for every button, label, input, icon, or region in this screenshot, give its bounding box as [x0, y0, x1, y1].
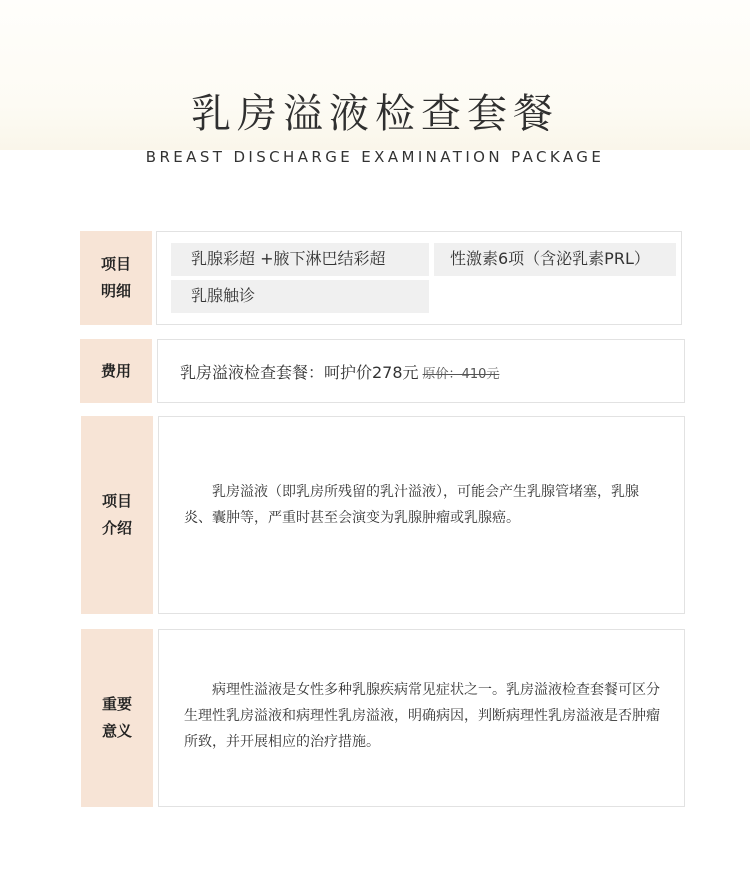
- intro-box: [158, 416, 685, 614]
- items-label-line1: 项目: [100, 255, 131, 273]
- item-chip-hormone: 性激素6项（含泌乳素PRL）: [434, 243, 676, 276]
- intro-text: 乳房溢液（即乳房所残留的乳汁溢液），可能会产生乳腺管堵塞，乳腺炎、囊肿等，严重时甚至会演变为乳腺肿瘤或乳腺癌。: [184, 484, 639, 526]
- fee-box: [157, 339, 685, 403]
- intro-label-line2: 介绍: [101, 519, 132, 537]
- intro-label: [81, 416, 153, 614]
- items-label: [80, 231, 152, 325]
- significance-text: 病理性溢液是女性多种乳腺疾病常见症状之一。乳房溢液检查套餐可区分生理性乳房溢液和病理性乳房溢液，明确病因，判断病理性乳房溢液是否肿瘤所致，并开展相应的治疗措施。: [184, 682, 660, 750]
- significance-label: [81, 629, 153, 807]
- item-chip-ultrasound: 乳腺彩超 +腋下淋巴结彩超: [171, 243, 429, 276]
- fee-original-price: 原价：410元: [422, 367, 500, 382]
- fee-label: [80, 339, 152, 403]
- item-chip-palpation: 乳腺触诊: [171, 280, 429, 313]
- fee-text: [180, 360, 499, 383]
- page-subtitle: BREAST DISCHARGE EXAMINATION PACKAGE: [145, 148, 605, 166]
- fee-current: 乳房溢液检查套餐：呵护价278元: [180, 363, 419, 382]
- significance-label-line1: 重要: [101, 695, 132, 713]
- items-label-line2: 明细: [100, 282, 131, 300]
- significance-box: [158, 629, 685, 807]
- page-title: 乳房溢液检查套餐: [191, 91, 559, 137]
- items-box: [156, 231, 682, 325]
- fee-label-text: 费用: [100, 361, 131, 380]
- intro-label-line1: 项目: [101, 492, 132, 510]
- significance-label-line2: 意义: [101, 722, 132, 740]
